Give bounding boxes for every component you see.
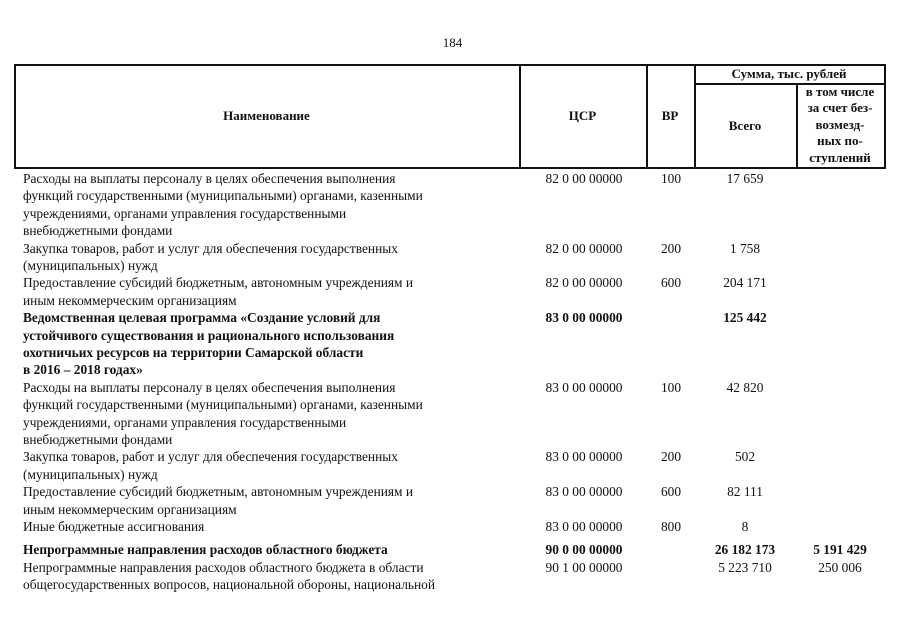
row-total: 42 820 [726,379,764,395]
row-csr: 83 0 00 00000 [545,484,623,500]
row-name-line: Расходы на выплаты персоналу в целях обеспечения выполнения [23,379,396,395]
row-name [23,379,518,449]
table-row [0,309,905,379]
table-row [0,541,905,558]
header-bottom-border [14,167,885,169]
row-name [23,518,518,535]
row-csr: 90 1 00 00000 [545,559,623,575]
row-grant: 250 006 [818,559,862,575]
table-row [0,274,905,309]
row-name-line: функций государственными (муниципальными) органами, казенными [23,188,423,204]
row-name-line: охотничьих ресурсов на территории Самарской области [23,345,364,360]
row-total: 125 442 [723,310,767,326]
table-row [0,240,905,275]
table-row [0,170,905,240]
row-name-line: иным некоммерческим организациям [23,501,237,517]
table-row [0,379,905,449]
row-name [23,170,518,240]
row-total: 17 659 [726,171,764,186]
row-name-line: в 2016 – 2018 годах» [23,362,143,378]
header-right-border [884,64,886,169]
row-name-line: внебюджетными фондами [23,223,173,239]
row-name [23,559,518,594]
row-total: 8 [741,519,749,534]
row-name [23,274,518,309]
row-vr: 800 [660,519,682,534]
row-name-line: Непрограммные направления расходов областного бюджета в области [23,559,424,575]
table-row [0,559,905,594]
row-vr: 200 [660,240,682,256]
row-total: 5 223 710 [718,559,772,575]
row-name-line: учреждениями, органами управления государственными [23,205,347,221]
row-csr: 83 0 00 00000 [545,379,623,395]
row-name-line: общегосударственных вопросов, национальной обороны, национальной [23,577,436,593]
row-csr: 83 0 00 00000 [545,519,623,534]
row-name [23,448,518,483]
row-total: 82 111 [727,484,763,500]
row-name [23,309,518,379]
header-grant-line: за счет без- [807,100,873,116]
row-name-line: Закупка товаров, работ и услуг для обеспечения государственных [23,449,398,465]
row-total: 1 758 [729,240,761,256]
row-csr: 83 0 00 00000 [545,310,623,326]
row-total: 502 [734,449,756,465]
row-name-line: Расходы на выплаты персоналу в целях обеспечения выполнения [23,171,396,186]
row-vr: 600 [660,484,682,500]
header-grant-line: ступлений [809,149,871,165]
row-name-line: (муниципальных) нужд [23,466,158,482]
header-grant-line: в том числе [805,84,875,99]
row-csr: 82 0 00 00000 [545,275,623,291]
header-csr: ЦСР [568,108,597,123]
row-vr: 100 [660,379,682,395]
row-name [23,483,518,518]
header-name: Наименование [223,108,310,123]
header-grant [796,84,884,166]
row-name-line: Предоставление субсидий бюджетным, автономным учреждениям и [23,484,414,500]
row-vr: 100 [660,171,682,186]
row-total: 204 171 [723,275,767,291]
header-grant-line: возмезд- [815,116,865,132]
header-total: Всего [728,118,762,133]
header-grant-line: ных по- [817,133,863,149]
table-row [0,483,905,518]
header-sum: Сумма, тыс. рублей [731,66,847,81]
row-total: 26 182 173 [714,542,776,558]
row-csr: 83 0 00 00000 [545,449,623,465]
table-row [0,518,905,535]
row-csr: 82 0 00 00000 [545,240,623,256]
row-name-line: (муниципальных) нужд [23,258,158,273]
row-vr: 200 [660,449,682,465]
row-name-line: Непрограммные направления расходов областного бюджета [23,542,388,558]
row-name-line: учреждениями, органами управления государственными [23,414,347,430]
row-name-line: Предоставление субсидий бюджетным, автономным учреждениям и [23,275,414,291]
row-name-line: внебюджетными фондами [23,432,173,448]
row-name-line: функций государственными (муниципальными) органами, казенными [23,397,423,413]
row-name-line: иным некоммерческим организациям [23,292,237,308]
row-name [23,240,518,275]
row-vr: 600 [660,275,682,291]
page-number: 184 [442,35,463,50]
row-name [23,541,518,558]
header-vr: ВР [661,108,679,123]
row-name-line: устойчивого существования и рационального использования [23,327,395,343]
row-name-line: Закупка товаров, работ и услуг для обеспечения государственных [23,240,398,256]
row-name-line: Ведомственная целевая программа «Создание условий для [23,310,381,326]
row-csr: 82 0 00 00000 [545,171,623,186]
table-row [0,448,905,483]
row-grant: 5 191 429 [813,542,867,558]
row-name-line: Иные бюджетные ассигнования [23,519,205,534]
row-csr: 90 0 00 00000 [545,542,623,558]
